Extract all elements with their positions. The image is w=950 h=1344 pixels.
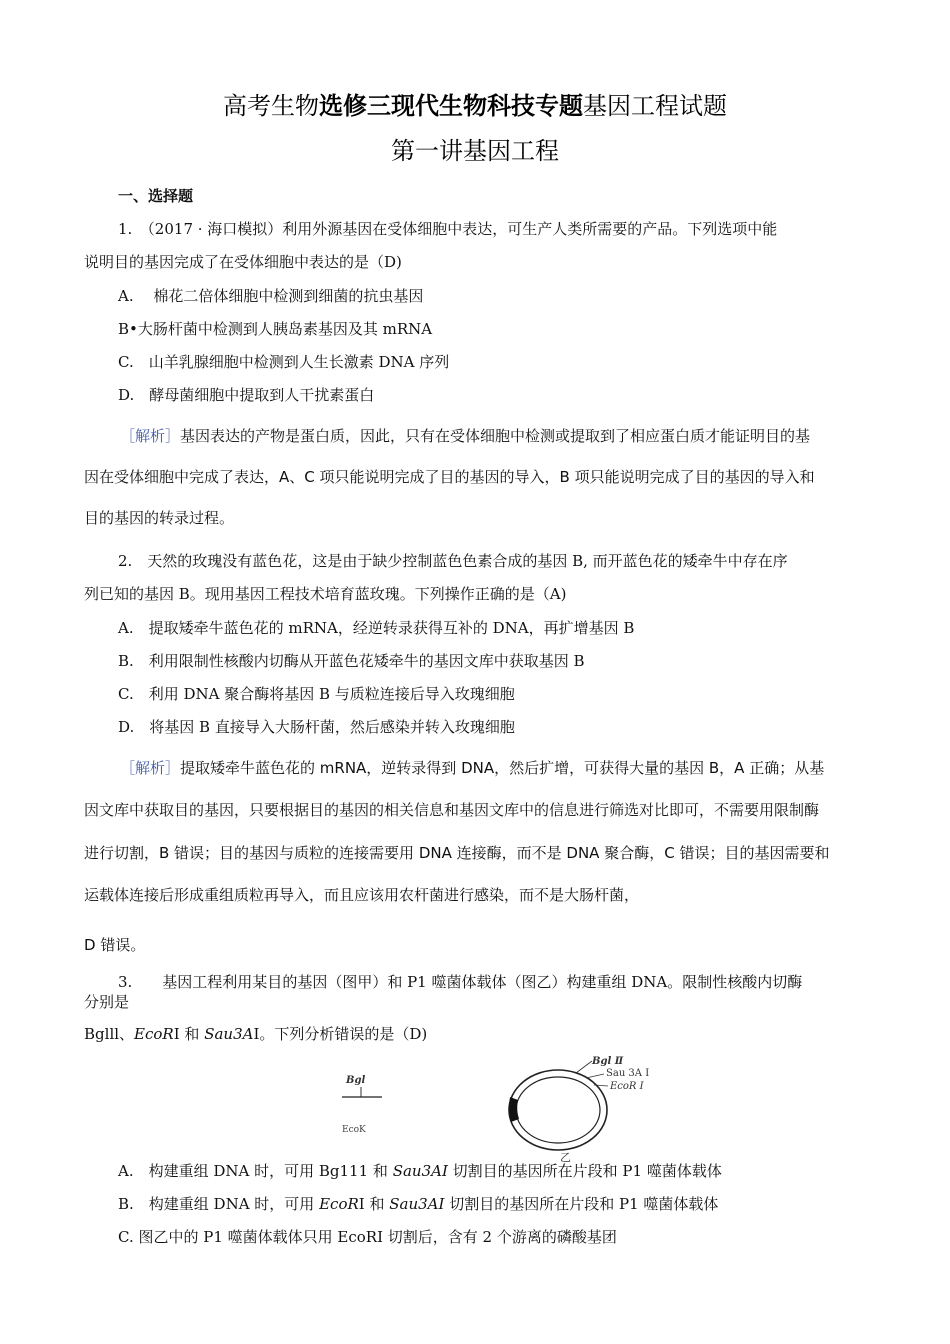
q2-stem-line2: 列已知的基因 B。现用基因工程技术培育蓝玫瑰。下列操作正确的是（A) bbox=[84, 585, 567, 603]
title-part-c: 基因工程试题 bbox=[583, 92, 727, 120]
q1-option-c: C. 山羊乳腺细胞中检测到人生长激素 DNA 序列 bbox=[118, 353, 450, 371]
phage-vector-diagram bbox=[500, 1052, 660, 1164]
enzyme-ecor: EcoR bbox=[134, 1025, 174, 1043]
q2-explanation-text1: 提取矮牵牛蓝色花的 mRNA，逆转录得到 DNA，然后扩增，可获得大量的基因 B，A 正确；从基 bbox=[180, 759, 825, 777]
q3-option-b-part1: B. 构建重组 DNA 时，可用 bbox=[118, 1195, 320, 1213]
q3-option-b-part4: Sau3AI bbox=[389, 1195, 445, 1213]
q3-option-c: C. 图乙中的 P1 噬菌体载体只用 EcoRI 切割后，含有 2 个游离的磷酸基团 bbox=[118, 1228, 617, 1246]
explanation-tag: ［解析］ bbox=[120, 759, 181, 777]
fig-right-label-bgl: Bgl Ⅱ bbox=[592, 1056, 624, 1067]
q2-option-c: C. 利用 DNA 聚合酶将基因 B 与质粒连接后导入玫瑰细胞 bbox=[118, 685, 515, 703]
q3-option-a bbox=[118, 1161, 722, 1181]
q2-explanation-line4: 运载体连接后形成重组质粒再导入，而且应该用农杆菌进行感染，而不是大肠杆菌， bbox=[84, 886, 640, 904]
q3-stem-line2: 分别是 bbox=[84, 993, 130, 1011]
q2-explanation-line3: 进行切割，B 错误；目的基因与质粒的连接需要用 DNA 连接酶，而不是 DNA 聚合酶，C 错误；目的基因需要和 bbox=[84, 844, 830, 862]
q3-stem-line3 bbox=[84, 1024, 427, 1044]
target-gene-segment bbox=[509, 1097, 519, 1122]
q3-option-b bbox=[118, 1194, 718, 1214]
fig-caption: 乙 bbox=[560, 1151, 571, 1164]
q3-stem-line1: 3. 基因工程利用某目的基因（图甲）和 P1 噬菌体载体（图乙）构建重组 DNA。限制性核酸内切酶 bbox=[118, 973, 803, 991]
plasmid-outer-ring bbox=[509, 1070, 607, 1150]
fig-right-label-sau: Sau 3A Ⅰ bbox=[606, 1068, 650, 1079]
fig-right-leader2 bbox=[586, 1074, 604, 1078]
q1-option-b: B•大肠杆菌中检测到人胰岛素基因及其 mRNA bbox=[118, 320, 433, 338]
enzyme-sau3a: Sau3A bbox=[204, 1025, 254, 1043]
plasmid-inner-ring bbox=[516, 1077, 600, 1143]
q3-option-b-part2: EcoR bbox=[319, 1195, 359, 1213]
page-title bbox=[0, 86, 950, 121]
q2-explanation-line1 bbox=[120, 758, 824, 778]
q3-stem-end: I。下列分析错误的是（D) bbox=[253, 1025, 428, 1043]
q1-option-d: D. 酵母菌细胞中提取到人干扰素蛋白 bbox=[118, 386, 375, 404]
fig-left-top-label: Bgl bbox=[346, 1075, 366, 1086]
q2-stem-line1: 2. 天然的玫瑰没有蓝色花，这是由于缺少控制蓝色色素合成的基因 B, 而开蓝色花的矮牵牛中存在序 bbox=[118, 552, 788, 570]
title-part-b: 选修三现代生物科技专题 bbox=[319, 91, 583, 120]
figure-gene-fragment bbox=[330, 1068, 390, 1134]
q3-option-b-part5: 切割目的基因所在片段和 P1 噬菌体载体 bbox=[444, 1195, 719, 1213]
q2-option-b: B. 利用限制性核酸内切酶从开蓝色花矮牵牛的基因文库中获取基因 B bbox=[118, 652, 585, 670]
q3-option-a-part1: A. 构建重组 DNA 时，可用 Bg111 和 bbox=[118, 1162, 393, 1180]
q2-option-d: D. 将基因 B 直接导入大肠杆菌，然后感染并转入玫瑰细胞 bbox=[118, 718, 515, 736]
enzyme-ecor-suffix: I 和 bbox=[173, 1025, 205, 1043]
q3-option-a-part3: 切割目的基因所在片段和 P1 噬菌体载体 bbox=[447, 1162, 722, 1180]
fig-right-label-ecor: EcoR Ⅰ bbox=[610, 1081, 644, 1092]
q3-option-b-part3: I 和 bbox=[358, 1195, 390, 1213]
q1-stem-line2: 说明目的基因完成了在受体细胞中表达的是（D) bbox=[84, 253, 402, 271]
q1-option-a: A. 棉花二倍体细胞中检测到细菌的抗虫基因 bbox=[118, 287, 424, 305]
figure-phage-vector bbox=[500, 1052, 660, 1164]
section-heading: 一、选择题 bbox=[118, 187, 194, 205]
title-part-a: 高考生物 bbox=[223, 92, 319, 120]
enzyme-bgl-suffix: ll、 bbox=[109, 1025, 135, 1043]
page-subtitle: 第一讲基因工程 bbox=[391, 137, 559, 165]
q1-explanation-text1: 基因表达的产物是蛋白质，因此，只有在受体细胞中检测或提取到了相应蛋白质才能证明目的基 bbox=[180, 427, 811, 445]
q1-explanation-line3: 目的基因的转录过程。 bbox=[84, 509, 235, 527]
q2-explanation-line2: 因文库中获取目的基因，只要根据目的基因的相关信息和基因文库中的信息进行筛选对比即可，不需要用限制酶 bbox=[84, 801, 820, 819]
q3-option-a-part2: Sau3AI bbox=[392, 1162, 448, 1180]
q1-explanation-line1 bbox=[120, 426, 810, 446]
q1-explanation-line2: 因在受体细胞中完成了表达，A、C 项只能说明完成了目的基因的导入，B 项只能说明完成了目的基因的导入和 bbox=[84, 468, 815, 486]
enzyme-bgl: Bgl bbox=[84, 1025, 110, 1043]
q2-option-a: A. 提取矮牵牛蓝色花的 mRNA，经逆转录获得互补的 DNA，再扩增基因 B bbox=[118, 619, 635, 637]
explanation-tag: ［解析］ bbox=[120, 427, 181, 445]
gene-fragment-diagram bbox=[330, 1068, 390, 1134]
q2-explanation-line5: D 错误。 bbox=[84, 936, 146, 954]
fig-right-leader1 bbox=[576, 1061, 592, 1073]
q1-stem-line1: 1. （2017 · 海口模拟）利用外源基因在受体细胞中表达，可生产人类所需要的产品。下列选项中能 bbox=[118, 220, 778, 238]
fig-left-bottom-label: EcoK bbox=[342, 1125, 366, 1134]
